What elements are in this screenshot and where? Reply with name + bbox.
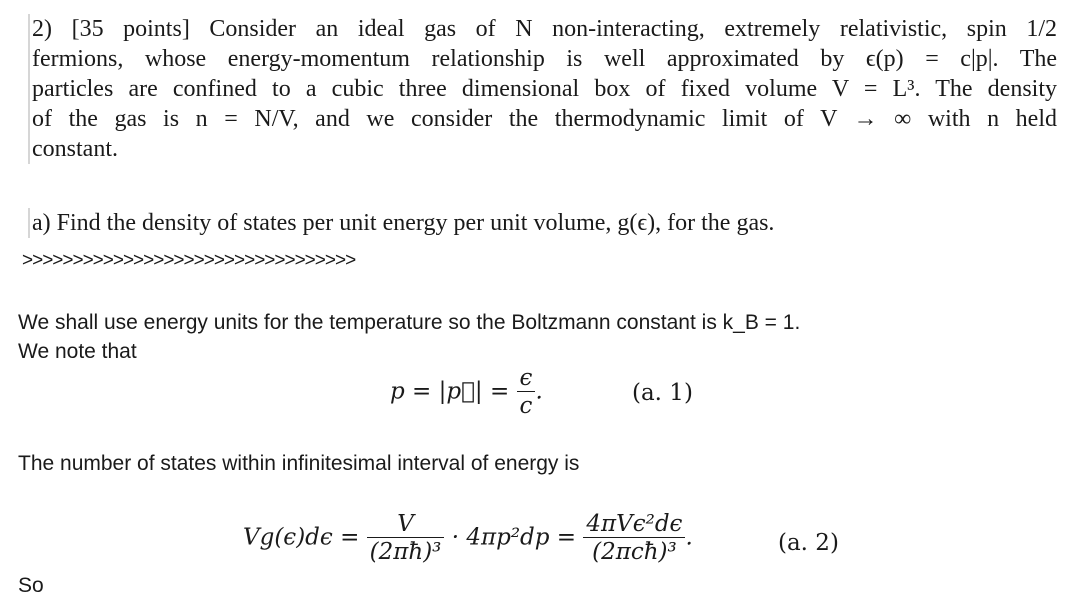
eq2-fraction-2-denominator: (2πcħ)³ [592,539,677,565]
eq1-lhs: p = |p⃗| = [390,378,510,405]
eq2-lhs: Vg(ϵ)dϵ = [243,524,360,551]
eq2-fraction-1-denominator: (2πħ)³ [369,539,442,565]
eq2-fraction-2 [583,511,685,566]
eq2-fraction-1-numerator: V [367,511,445,538]
problem-line-4: of the gas is n = N/V, and we consider the thermodynamic limit of V → ∞ with n held [32,106,1057,132]
eq2-middle: · 4πp²dp = [451,524,577,551]
solution-line-4: So [18,574,44,597]
equation-a2 [243,511,693,566]
problem-line-2: fermions, whose energy-momentum relationship is well approximated by ϵ(p) = c|p|. The [32,46,1057,72]
eq1-fraction [517,365,536,420]
eq1-period: . [535,378,543,405]
solution-line-2: We note that [18,340,137,363]
solution-line-1: We shall use energy units for the temperature so the Boltzmann constant is k_B = 1. [18,311,801,334]
equation-a1 [390,365,543,420]
eq2-period: . [685,524,693,551]
problem-line-1: 2) [35 points] Consider an ideal gas of N non-interacting, extremely relativistic, spin 1/2 [32,16,1057,42]
eq1-denominator: c [519,393,533,419]
problem-line-5: constant. [32,136,118,162]
eq1-numerator: ϵ [517,365,536,392]
eq2-fraction-1 [367,511,445,566]
part-a-question: a) Find the density of states per unit energy per unit volume, g(ϵ), for the gas. [28,208,1062,238]
separator: >>>>>>>>>>>>>>>>>>>>>>>>>>>>>>>>> [22,250,356,271]
equation-label-a1: (a. 1) [632,380,693,406]
problem-statement [28,14,1057,164]
eq2-fraction-2-numerator: 4πVϵ²dϵ [583,511,685,538]
equation-label-a2: (a. 2) [778,530,839,556]
problem-line-3: particles are confined to a cubic three dimensional box of fixed volume V = L³. The density [32,76,1057,102]
solution-line-3: The number of states within infinitesimal interval of energy is [18,452,580,475]
